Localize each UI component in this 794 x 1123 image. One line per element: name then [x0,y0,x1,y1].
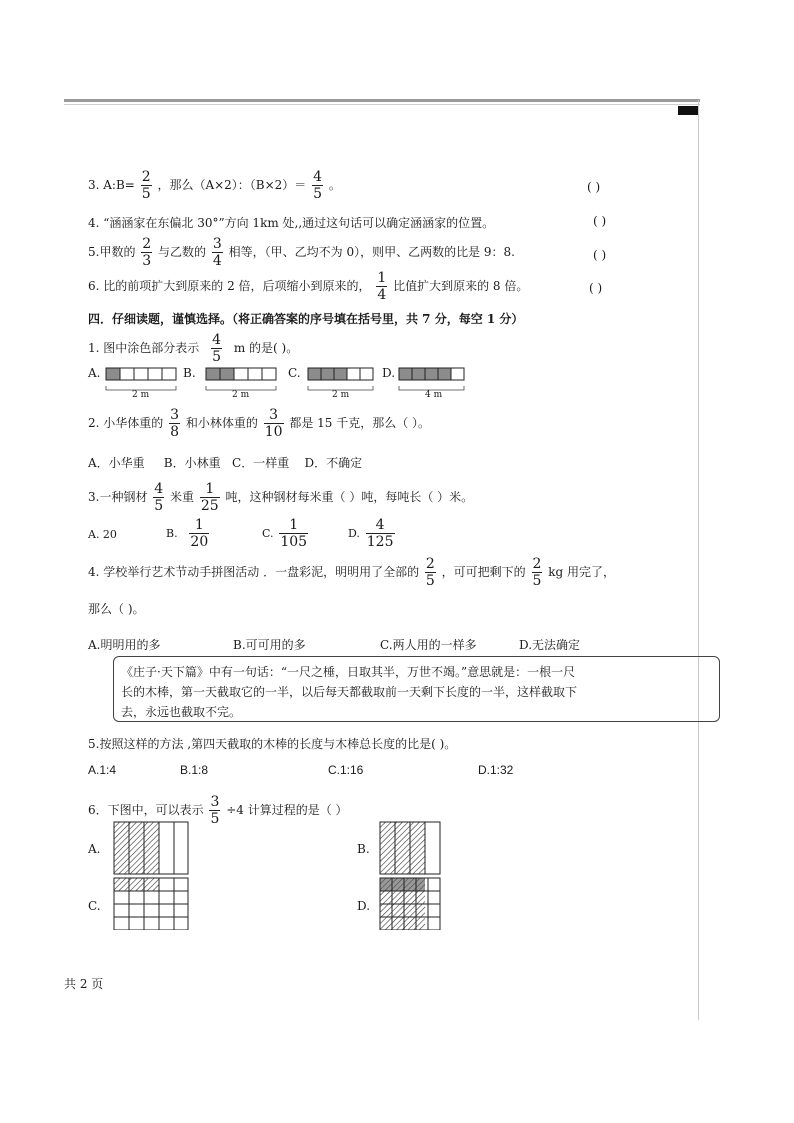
choice-question-2: 2. 小华体重的 $\frac{3}{8}$ 和小林体重的 $\frac{3}{10}$ 都是 15 千克，那么（ ）。 [88,407,431,440]
q3-answer-paren[interactable]: ( ) [587,180,601,194]
diagram-b [380,822,440,874]
c4-option-c[interactable]: C.两人用的一样多 [380,638,477,652]
top-border-inner [64,104,700,105]
c4-fraction-1: $\frac{2}{5}$ [425,556,435,589]
c1-option-a[interactable]: A. [88,366,101,380]
c1-option-b[interactable]: B. [183,366,196,380]
c5-option-a[interactable]: A.1:4 [88,763,117,777]
c3-option-a[interactable]: A. 20 [88,528,117,541]
strip-c [308,368,373,390]
q3-fraction-2: $\frac{4}{5}$ [313,169,323,202]
c4-option-d[interactable]: D.无法确定 [519,638,581,652]
strip-c-label: 2 m [332,390,350,400]
c1-strips [104,364,474,404]
q5-answer-paren[interactable]: ( ) [593,248,607,262]
strip-a-label: 2 m [132,390,150,400]
c2-options [88,454,362,471]
strip-a [106,368,176,390]
c2-option-b[interactable]: B．小林重 [163,456,221,470]
section-4-title: 四．仔细读题，谨慎选择。（将正确答案的序号填在括号里，共 7 分，每空 1 分） [88,312,524,326]
strip-b [206,368,276,390]
choice-question-3: 3.一种钢材 $\frac{4}{5}$ 米重 $\frac{1}{25}$ 吨，这种钢材每米重（ ）吨，每吨长（ ）米。 [88,481,474,514]
quote-line-2: 长的木棒，第一天截取它的一半，以后每天都截取前一天剩下长度的一半，这样截取下 [121,685,578,699]
right-edge-line [698,100,699,1020]
c6-label-a[interactable]: A. [88,842,101,856]
quote-line-3: 去，永远也截取不完。 [121,705,242,719]
c1-fraction: $\frac{4}{5}$ [212,332,222,365]
question-4: 4. “涵涵家在东偏北 30°”方向 1km 处,,通过这句话可以确定涵涵家的位置。 [88,216,495,230]
diagram-d [380,878,440,930]
diagram-c [114,878,188,930]
c1-option-c[interactable]: C. [288,366,301,380]
c6-label-b[interactable]: B. [357,842,370,856]
c2-option-d[interactable]: D．不确定 [304,456,363,470]
c6-label-d[interactable]: D. [357,899,371,913]
strip-b-label: 2 m [232,390,250,400]
c1-option-d[interactable]: D. [382,366,396,380]
page-footer: 共 2 页 [64,977,104,991]
choice-question-1: 1. 图中涂色部分表示 $\frac{4}{5}$ m 的是( )。 [88,332,299,365]
c3-option-d[interactable]: D. $\frac{4}{125}$ [348,517,394,550]
choice-question-6: 6．下图中，可以表示 $\frac{3}{5}$ ÷4 计算过程的是（ ） [88,794,348,827]
q3-fraction-1: $\frac{2}{5}$ [141,169,151,202]
choice-question-5: 5.按照这样的方法 ,第四天截取的木棒的长度与木棒总长度的比是( )。 [88,737,457,751]
q5-fraction-1: $\frac{2}{3}$ [142,236,152,269]
q4-answer-paren[interactable]: ( ) [593,214,607,228]
q3-text-pre: 3. A:B= [88,178,135,192]
strip-d-label: 4 m [425,390,443,400]
corner-mark [678,106,698,115]
c2-option-a[interactable]: A．小华重 [88,456,145,470]
strip-d [399,368,464,390]
q5-fraction-2: $\frac{3}{4}$ [212,236,222,269]
c6-diagrams [110,820,450,930]
c4-fraction-2: $\frac{2}{5}$ [532,556,542,589]
c4-option-a[interactable]: A.明明用的多 [88,638,161,652]
question-6: 6. 比的前项扩大到原来的 2 倍，后项缩小到原来的， $\frac{1}{4}$ 比值扩大到原来的 8 倍。 [88,270,529,303]
c5-option-b[interactable]: B.1:8 [180,763,209,777]
q3-text-mid: ，那么（A×2）：（B×2）＝ [157,178,307,192]
c2-fraction-1: $\frac{3}{8}$ [170,407,180,440]
question-5: 5.甲数的 $\frac{2}{3}$ 与乙数的 $\frac{3}{4}$ 相等，（甲、乙均不为 0），则甲、乙两数的比是 9：8. [88,236,515,269]
c6-fraction: $\frac{3}{5}$ [210,794,220,827]
q6-fraction: $\frac{1}{4}$ [377,270,387,303]
c4-line-2: 那么（ )。 [88,602,145,616]
c6-label-c[interactable]: C. [88,899,101,913]
top-border [64,99,700,102]
c5-option-c[interactable]: C.1:16 [328,763,364,777]
question-3: 3. A:B= $\frac{2}{5}$ ，那么（A×2）：（B×2）＝ $\frac{4}{5}$ 。 [88,169,341,202]
c5-option-d[interactable]: D.1:32 [478,763,514,777]
c4-option-b[interactable]: B.可可用的多 [233,638,306,652]
c3-fraction-1: $\frac{4}{5}$ [154,481,164,514]
c3-option-b[interactable]: B. $\frac{1}{20}$ [166,517,209,550]
quote-line-1: 《庄子·天下篇》中有一句话：“一尺之棰，日取其半，万世不竭。”意思就是：一根一尺 [121,665,576,679]
c2-fraction-2: $\frac{3}{10}$ [264,407,283,440]
c3-fraction-2: $\frac{1}{25}$ [200,481,219,514]
choice-question-4: 4. 学校举行艺术节动手拼图活动 ．一盘彩泥，明明用了全部的 $\frac{2}{5}$ ，可可把剩下的 $\frac{2}{5}$ kg 用完了， [88,556,616,589]
diagram-a [114,822,188,874]
c3-option-c[interactable]: C. $\frac{1}{105}$ [262,517,308,550]
c2-option-c[interactable]: C．一样重 [232,456,290,470]
q6-answer-paren[interactable]: ( ) [589,281,603,295]
